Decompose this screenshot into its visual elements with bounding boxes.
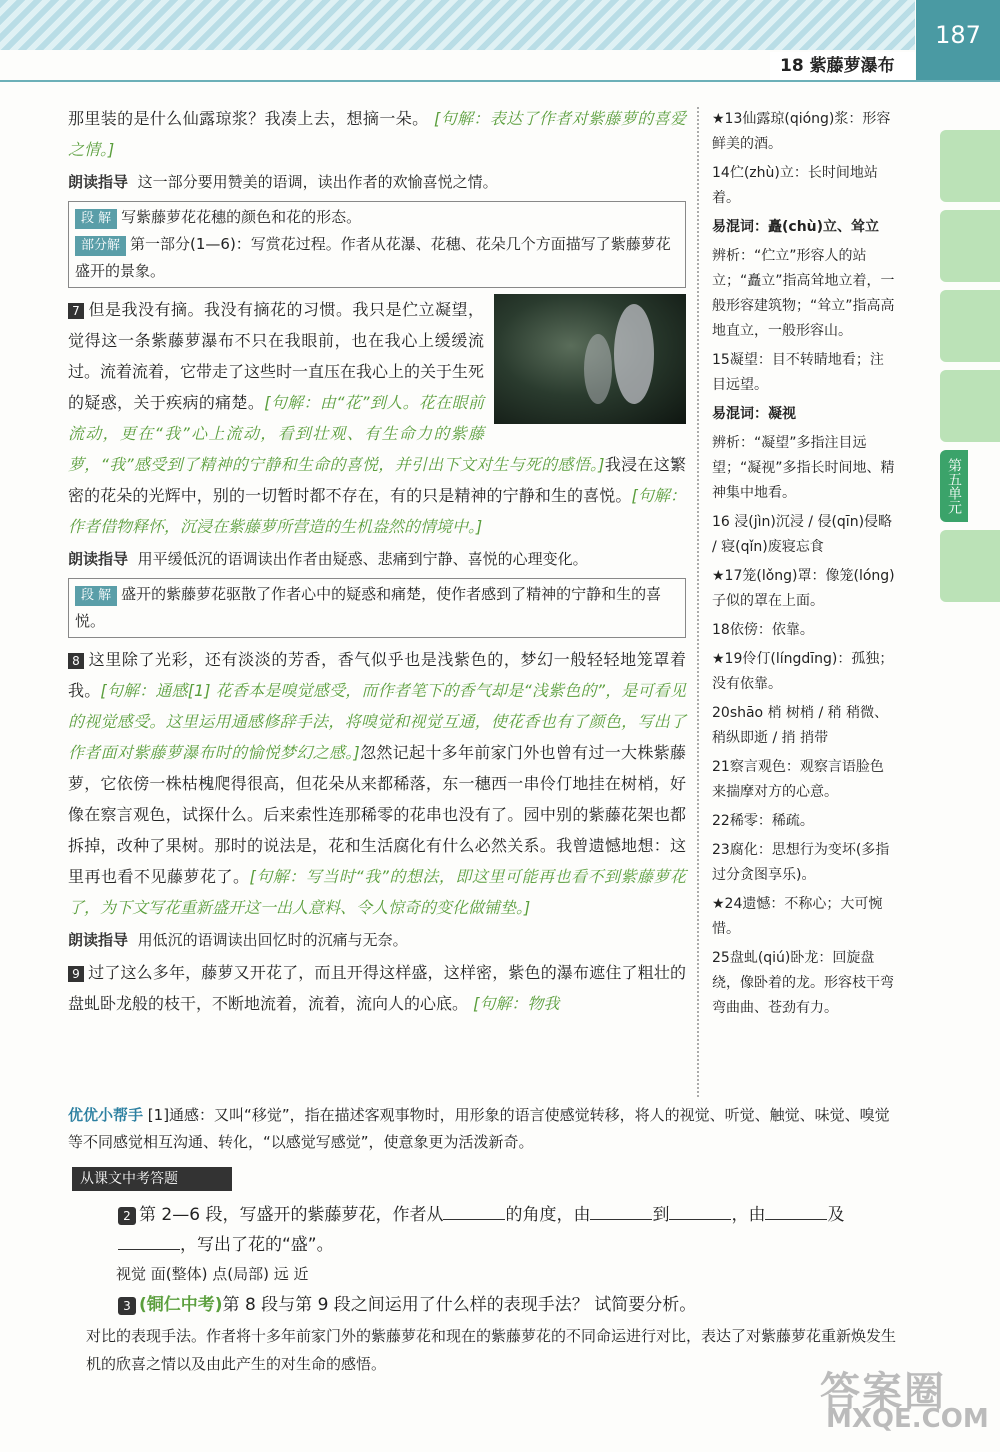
header-band — [0, 0, 915, 50]
note-item: 辨析：“凝望”多指注目远望；“凝视”多指长时间地、精神集中地看。 — [712, 435, 895, 501]
question-2: 2 第 2—6 段，写盛开的紫藤萝花，作者从 的角度，由 到 ，由 及 ，写出了花的“盛”。 — [118, 1200, 908, 1260]
exam-section-header: 从课文中考答题 — [72, 1167, 232, 1191]
unit-tab[interactable] — [940, 530, 1000, 602]
paragraph-9: 9 过了这么多年，藤萝又开花了，而且开得这样盛，这样密，紫色的瀑布遮住了粗壮的盘虬卧龙般的枝干，不断地流着，流着，流向人的心底。 [句解：物我 — [68, 963, 686, 1013]
note-item: 易混词：矗(chù)立、耸立 — [712, 219, 880, 235]
side-notes — [712, 107, 897, 1025]
note-item: 辨析：“伫立”形容人的站立；“矗立”指高耸地立着，一般形容建筑物；“耸立”指高高地直立，一般形容山。 — [712, 248, 895, 339]
main-text — [68, 103, 686, 1019]
note-item: ★13仙露琼(qióng)浆：形容鲜美的酒。 — [712, 111, 891, 152]
note-item: 22稀零：稀疏。 — [712, 813, 814, 829]
chapter-title: 18 紫藤萝瀑布 — [770, 52, 915, 80]
note-item: ★17笼(lǒng)罩：像笼(lóng)子似的罩在上面。 — [712, 568, 895, 609]
unit-tab[interactable] — [940, 130, 1000, 202]
answer-2: 视觉 面(整体) 点(局部) 远 近 — [116, 1265, 309, 1283]
note-item: 23腐化：思想行为变坏(多指过分贪图享乐)。 — [712, 842, 890, 883]
answer-blank[interactable] — [118, 1249, 180, 1250]
paragraph-8: 8 这里除了光彩，还有淡淡的芳香，香气似乎也是浅紫色的，梦幻一般轻轻地笼罩着我。[句解：通感[1] 花香本是嗅觉感受，而作者笔下的香气却是“浅紫色的”，是可看见的视觉感受。这里运用通感修辞手法，将嗅觉和视觉互通，使花香也有了颜色，写出了作者面对紫藤萝瀑布时的愉悦梦幻之感。]忽然记起十多年前家门外也曾有过一大株紫藤萝，它依傍一株枯槐爬得很高，但花朵从来都稀落，东一穗西一串伶仃地挂在树梢，好像在察言观色，试探什么。后来索性连那稀零的花串也没有了。园中别的紫藤花架也都拆掉，改种了果树。那时的说法是，花和生活腐化有什么必然关系。我曾遗憾地想：这里再也看不见藤萝花了。[句解：写当时“我”的想法，即这里可能再也看不到紫藤萝花了，为下文写花重新盛开这一出人意料、令人惊奇的变化做铺垫。] — [68, 650, 686, 917]
answer-blank[interactable] — [443, 1219, 505, 1220]
analysis-box: 段 解 写紫藤萝花花穗的颜色和花的形态。 部分解 第一部分(1—6)：写赏花过程。作者从花瀑、花穗、花朵几个方面描写了紫藤萝花盛开的景象。 — [68, 201, 686, 288]
flower-cluster — [614, 304, 654, 404]
unit-tab[interactable] — [940, 210, 1000, 282]
flower-cluster — [584, 334, 612, 404]
paragraph-intro: 那里装的是什么仙露琼浆？我凑上去，想摘一朵。 [句解：表达了作者对紫藤萝的喜爱之情。] — [68, 109, 686, 159]
note-item: 15凝望：目不转睛地看；注目远望。 — [712, 352, 884, 393]
page-number: 187 — [916, 0, 1000, 80]
reading-guide: 朗读指导 用平缓低沉的语调读出作者由疑惑、悲痛到宁静、喜悦的心理变化。 — [68, 550, 588, 568]
answer-3: 对比的表现手法。作者将十多年前家门外的紫藤萝花和现在的紫藤萝花的不同命运进行对比，表达了对紫藤萝花重新焕发生机的欣喜之情以及由此产生的对生命的感悟。 — [86, 1327, 897, 1373]
note-item: 21察言观色：观察言语脸色来揣摩对方的心意。 — [712, 759, 884, 800]
sentence-note: [句解：表达了作者对紫藤萝的喜爱之情。] — [68, 109, 686, 159]
note-item: 易混词：凝视 — [712, 406, 796, 422]
note-item: 20shāo 梢 树梢 / 稍 稍微、稍纵即逝 / 捎 捎带 — [712, 705, 889, 746]
reading-guide: 朗读指导 这一部分要用赞美的语调，读出作者的欢愉喜悦之情。 — [68, 173, 498, 191]
note-item: 16 浸(jìn)沉浸 / 侵(qīn)侵略 / 寝(qǐn)废寝忘食 — [712, 514, 893, 555]
watermark-url: MXQE.COM — [826, 1404, 989, 1434]
question-3: 3 (铜仁中考)第 8 段与第 9 段之间运用了什么样的表现手法？ 试简要分析。 — [118, 1290, 908, 1320]
unit-tab[interactable] — [940, 290, 1000, 362]
note-item: 25盘虬(qiú)卧龙：回旋盘绕，像卧着的龙。形容枝干弯弯曲曲、苍劲有力。 — [712, 950, 894, 1016]
answer-blank[interactable] — [590, 1219, 652, 1220]
answer-blank[interactable] — [669, 1219, 731, 1220]
unit-tab[interactable] — [940, 370, 1000, 442]
header-divider — [0, 80, 1000, 82]
column-divider — [697, 107, 699, 1097]
note-item: 14伫(zhù)立：长时间地站着。 — [712, 165, 878, 206]
note-item: ★24遗憾：不称心；大可惋惜。 — [712, 896, 883, 937]
unit-tabs — [940, 130, 1000, 610]
note-item: ★19伶仃(língdīng)：孤独；没有依靠。 — [712, 651, 894, 692]
helper-note: 优优小帮手 [1]通感：又叫“移觉”，指在描述客观事物时，用形象的语言使感觉转移，将人的视觉、听觉、触觉、味觉、嗅觉等不同感觉相互沟通、转化，“以感觉写感觉”，使意象更为活泼新奇。 — [68, 1106, 890, 1151]
unit-tab-active[interactable]: 第五单元 — [940, 450, 968, 522]
paragraph-7: 7 但是我没有摘。我没有摘花的习惯。我只是伫立凝望，觉得这一条紫藤萝瀑布不只在我眼前，也在我心上缓缓流过。流着流着，它带走了这些时一直压在我心上的关于生死的疑惑，关于疾病的痛楚。[句解：由“花”到人。花在眼前流动，更在“我”心上流动，看到壮观、有生命力的紫藤萝，“我”感受到了精神的宁静和生命的喜悦，并引出下文对生与死的感悟。]我浸在这繁密的花朵的光辉中，别的一切暂时都不存在，有的只是精神的宁静和生的喜悦。[句解：作者借物释怀，沉浸在紫藤萝所营造的生机盎然的情境中。] — [68, 300, 686, 536]
wisteria-photo — [494, 294, 686, 424]
analysis-box: 段 解 盛开的紫藤萝花驱散了作者心中的疑惑和痛楚，使作者感到了精神的宁静和生的喜悦。 — [68, 578, 686, 638]
watermark: 答案圈 — [820, 1369, 946, 1415]
answer-blank[interactable] — [765, 1219, 827, 1220]
reading-guide: 朗读指导 用低沉的语调读出回忆时的沉痛与无奈。 — [68, 931, 408, 949]
note-item: 18依傍：依靠。 — [712, 622, 814, 638]
